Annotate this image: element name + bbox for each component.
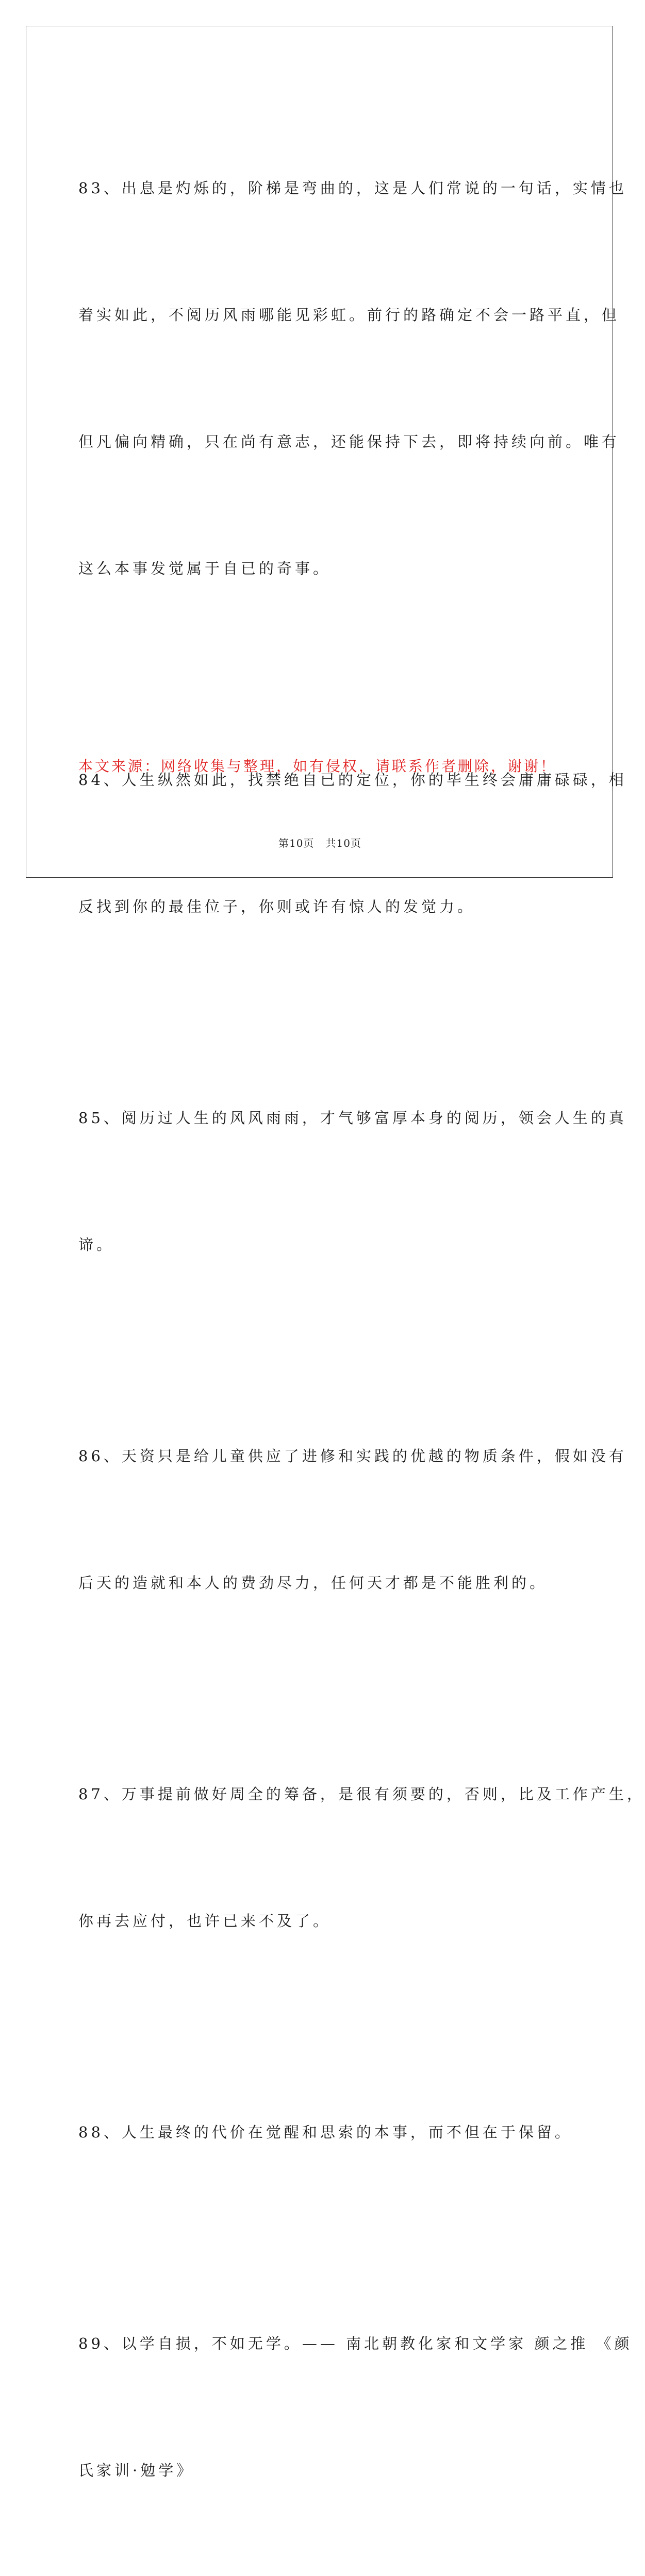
text-line: 86、天资只是给儿童供应了进修和实践的优越的物质条件，假如没有 [78, 1447, 627, 1465]
text-line: 83、出息是灼烁的，阶梯是弯曲的，这是人们常说的一句话，实情也 [78, 179, 627, 197]
quote-paragraph-83 [78, 82, 627, 674]
document-body [78, 82, 645, 2576]
text-line: 后天的造就和本人的费劲尽力，任何天才都是不能胜利的。 [78, 1574, 548, 1592]
text-line: 85、阅历过人生的风风雨雨，才气够富厚本身的阅历，领会人生的真 [78, 1109, 627, 1127]
source-disclaimer: 本文来源：网络收集与整理，如有侵权，请联系作者删除，谢谢！ [78, 758, 557, 775]
text-line: 反找到你的最佳位子，你则或许有惊人的发觉力。 [78, 898, 476, 915]
page-footer [0, 835, 640, 850]
quote-paragraph-89 [78, 2238, 633, 2576]
text-line: 但凡偏向精确，只在尚有意志，还能保持下去，即将持续向前。唯有 [78, 433, 620, 450]
text-line: 氏家训·勉学》 [78, 2462, 195, 2479]
text-line: 89、以学自损，不如无学。—— 南北朝教化家和文学家 颜之推 《颜 [78, 2335, 633, 2352]
text-line: 87、万事提前做好周全的筹备，是很有须要的，否则，比及工作产生， [78, 1785, 645, 1803]
quote-paragraph-88 [78, 2027, 573, 2238]
quote-paragraph-87 [78, 1688, 645, 2027]
quote-paragraph-86 [78, 1350, 627, 1688]
quote-paragraph-85 [78, 1012, 627, 1350]
text-line: 88、人生最终的代价在觉醒和思索的本事，而不但在于保留。 [78, 2123, 573, 2141]
text-line: 你再去应付，也许已来不及了。 [78, 1912, 332, 1930]
page-number-total: 共10页 [325, 837, 361, 849]
text-line: 着实如此，不阅历风雨哪能见彩虹。前行的路确定不会一路平直，但 [78, 306, 620, 324]
text-line: 84、人生纵然如此，找禁绝自已的定位，你的毕生终会庸庸碌碌，相 [78, 771, 627, 789]
page-number-current: 第10页 [278, 837, 315, 849]
text-line: 谛。 [78, 1236, 115, 1253]
text-line: 这么本事发觉属于自已的奇事。 [78, 560, 332, 577]
